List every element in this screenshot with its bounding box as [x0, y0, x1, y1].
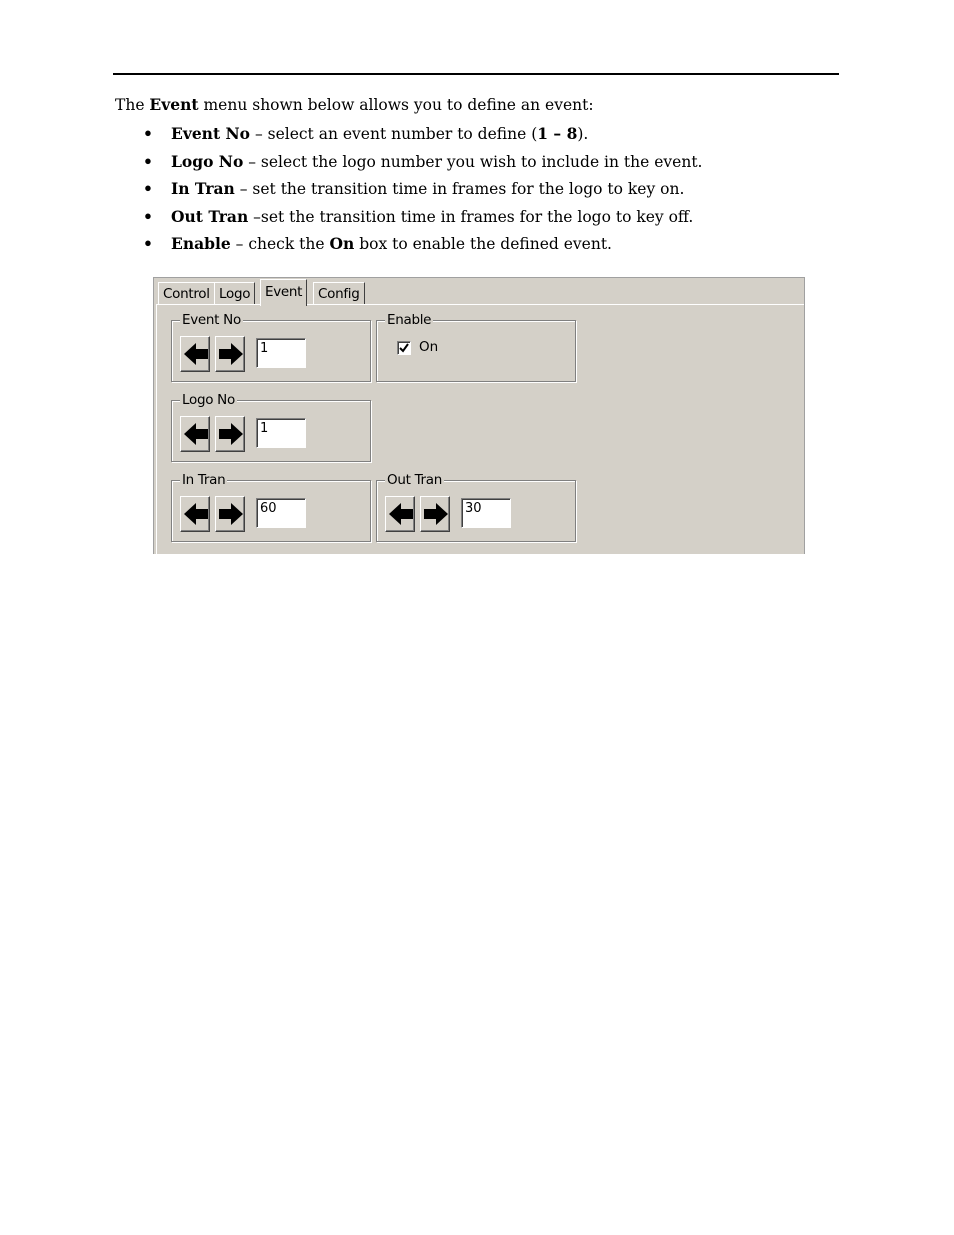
tab-event[interactable]: Event	[260, 279, 307, 306]
list-item: • Logo No – select the logo number you wish to include in the event.	[143, 151, 703, 171]
out-tran-decrement-button[interactable]	[385, 496, 415, 532]
out-tran-input[interactable]: 30	[461, 498, 511, 528]
left-arrow-icon	[182, 341, 210, 367]
event-no-decrement-button[interactable]	[180, 336, 210, 372]
bullet-symbol: •	[143, 124, 153, 143]
group-label: Out Tran	[387, 472, 443, 488]
event-no-increment-button[interactable]	[215, 336, 245, 372]
out-tran-increment-button[interactable]	[420, 496, 450, 532]
event-no-input[interactable]: 1	[256, 338, 306, 368]
tab-page-event	[156, 304, 805, 554]
intro-paragraph: The Event menu shown below allows you to define an event:	[115, 95, 594, 114]
left-arrow-icon	[182, 421, 210, 447]
logo-no-group	[171, 392, 371, 462]
right-arrow-icon	[217, 501, 245, 527]
list-item: • Out Tran –set the transition time in frames for the logo to key off.	[143, 206, 694, 226]
in-tran-increment-button[interactable]	[215, 496, 245, 532]
group-label: Logo No	[182, 392, 235, 408]
header-rule	[113, 73, 839, 75]
tab-config[interactable]: Config	[313, 282, 365, 304]
group-label: Enable	[387, 312, 432, 328]
event-dialog-screenshot	[153, 277, 805, 554]
bullet-symbol: •	[143, 151, 153, 171]
list-item: • In Tran – set the transition time in frames for the logo to key on.	[143, 179, 685, 198]
enable-group	[376, 312, 576, 382]
in-tran-input[interactable]: 60	[256, 498, 306, 528]
logo-no-increment-button[interactable]	[215, 416, 245, 452]
event-no-group	[171, 312, 371, 382]
check-icon	[399, 343, 409, 353]
in-tran-group	[171, 472, 371, 542]
right-arrow-icon	[422, 501, 450, 527]
tab-control[interactable]: Control	[158, 282, 215, 304]
list-item: • Event No – select an event number to define (1 – 8).	[143, 124, 589, 143]
bullet-symbol: •	[143, 234, 153, 253]
tab-logo[interactable]: Logo	[214, 282, 255, 304]
group-label: Event No	[182, 312, 241, 328]
logo-no-input[interactable]: 1	[256, 418, 306, 448]
enable-on-checkbox[interactable]	[397, 341, 411, 355]
bullet-symbol: •	[143, 206, 153, 226]
left-arrow-icon	[182, 501, 210, 527]
bullet-symbol: •	[143, 179, 153, 198]
in-tran-decrement-button[interactable]	[180, 496, 210, 532]
left-arrow-icon	[387, 501, 415, 527]
group-label: In Tran	[182, 472, 226, 488]
list-item: • Enable – check the On box to enable the defined event.	[143, 234, 612, 253]
logo-no-decrement-button[interactable]	[180, 416, 210, 452]
out-tran-group	[376, 472, 576, 542]
feature-list	[143, 124, 702, 262]
right-arrow-icon	[217, 421, 245, 447]
enable-on-label: On	[419, 339, 439, 355]
right-arrow-icon	[217, 341, 245, 367]
